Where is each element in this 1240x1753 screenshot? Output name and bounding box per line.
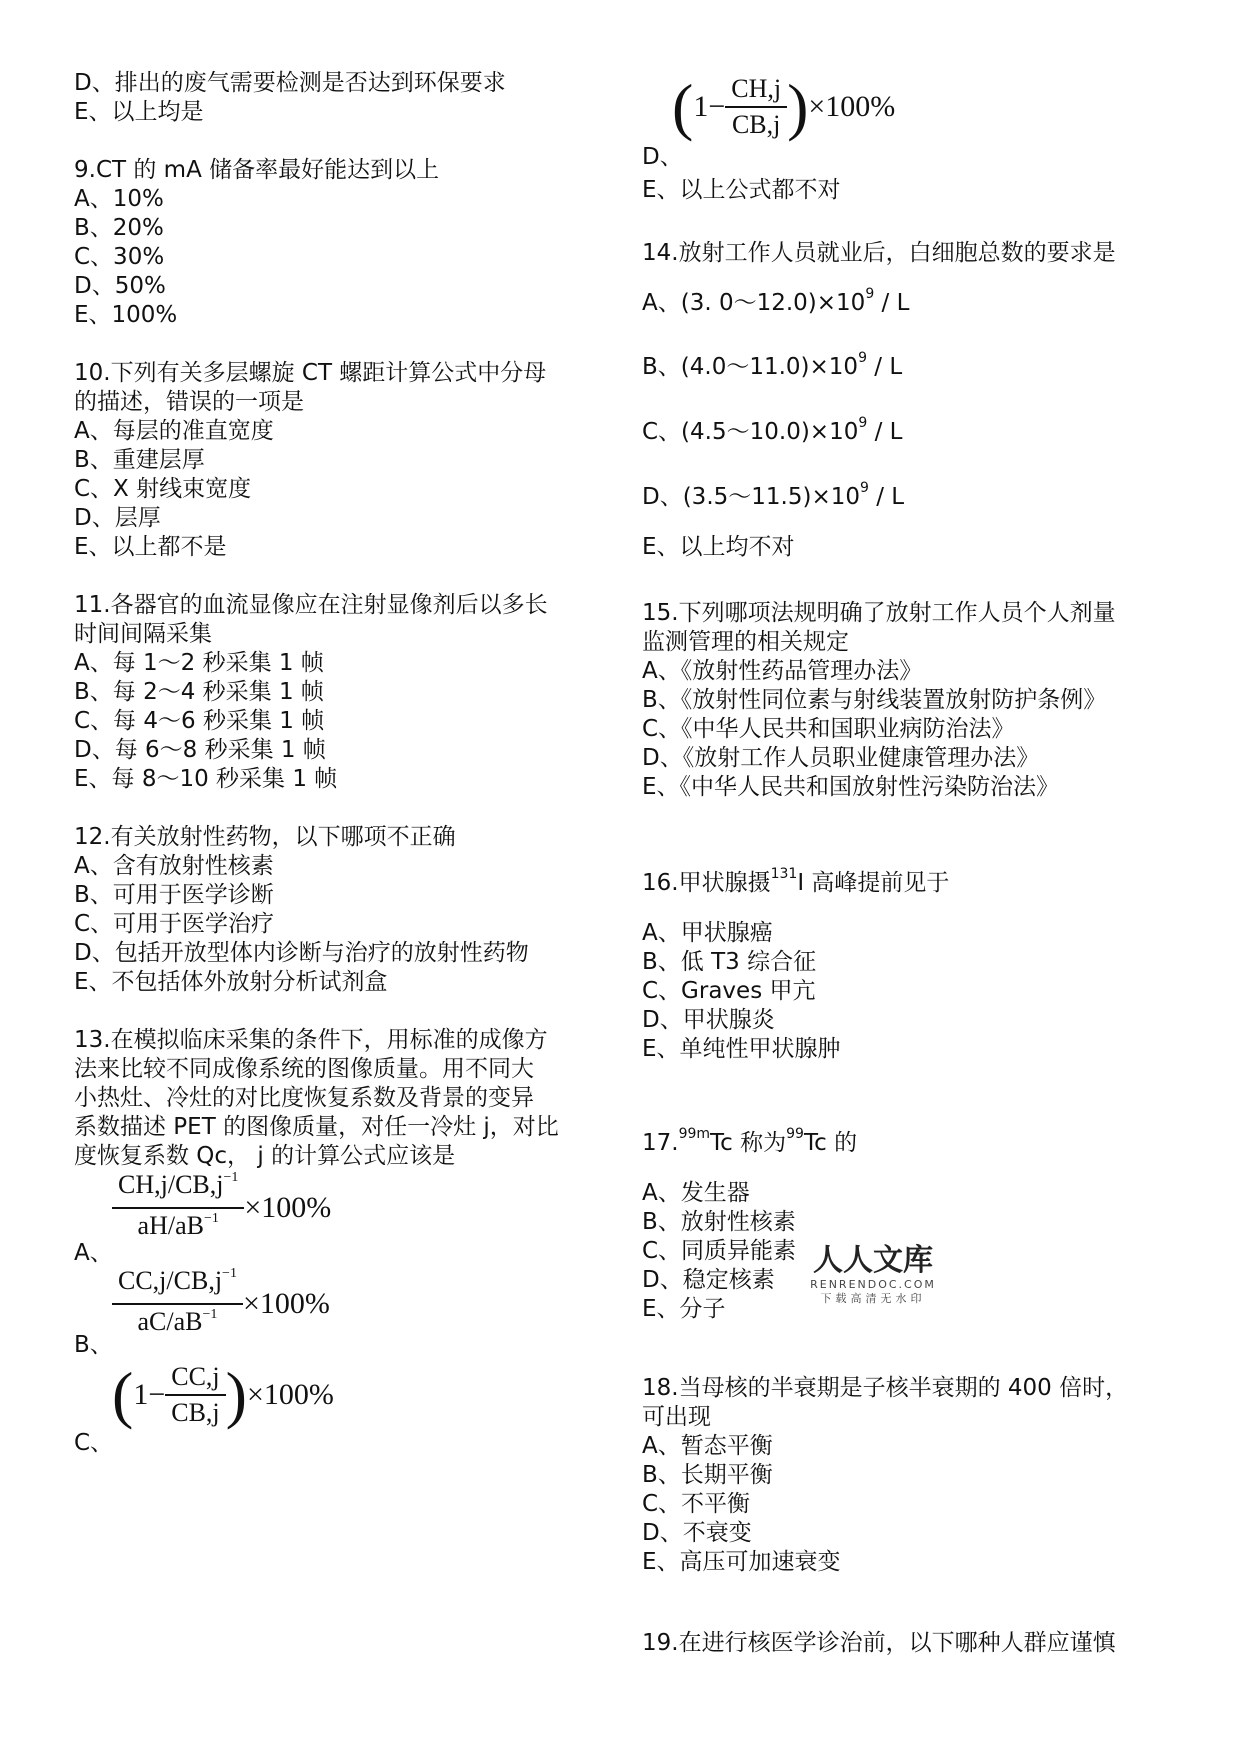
q10-option: D、层厚 [74,505,161,531]
q17-option: A、发生器 [642,1180,750,1206]
q17-stem-mid: Tc 称为 [710,1130,787,1156]
q17-stem [642,1128,857,1161]
q13-option-b-label: B、 [74,1332,113,1358]
q11-option: A、每 1～2 秒采集 1 帧 [74,650,324,676]
q17-option: D、稳定核素 [642,1267,775,1293]
q12-option: A、含有放射性核素 [74,853,274,879]
q13-stem-line: 系数描述 PET 的图像质量，对任一冷灶 j，对比 [74,1114,559,1140]
q12-option: B、可用于医学诊断 [74,882,274,908]
q9-option: E、100% [74,302,178,328]
q16-option: A、甲状腺癌 [642,920,773,946]
q14-option-unit: / L [874,290,910,316]
q10-option: E、以上都不是 [74,534,227,560]
q16-stem-text: 16.甲状腺摄 [642,870,771,896]
q14-option [642,352,902,385]
q10-stem-line1: 10.下列有关多层螺旋 CT 螺距计算公式中分母 [74,360,547,386]
q8-option-e: E、以上均是 [74,99,204,125]
q14-option [642,482,904,515]
formula-b-tail: ×100% [242,1287,330,1320]
formula-a-denominator: aH/aB [137,1211,204,1240]
q15-stem-line1: 15.下列哪项法规明确了放射工作人员个人剂量 [642,600,1116,626]
formula-b-denominator-exponent: −1 [202,1307,218,1322]
q9-stem: 9.CT 的 mA 储备率最好能达到以上 [74,157,440,183]
q17-isotope-1: 99m [678,1126,711,1142]
formula-d-numerator: CH,j [725,72,787,108]
q15-stem-line2: 监测管理的相关规定 [642,629,849,655]
formula-c-tail: ×100% [246,1378,334,1411]
q9-option: A、10% [74,186,164,212]
formula-b-numerator-exponent: −1 [222,1266,237,1281]
q17-stem-rest: Tc 的 [803,1130,858,1156]
q15-option: D、《放射工作人员职业健康管理办法》 [642,745,1040,771]
q13-stem-line: 度恢复系数 Qc， j 的计算公式应该是 [74,1143,456,1169]
watermark-tagline: 下载高清无水印 [820,1292,926,1305]
q12-option: D、包括开放型体内诊断与治疗的放射性药物 [74,940,529,966]
q16-stem-rest: I 高峰提前见于 [797,870,950,896]
q13-formula-b [112,1264,330,1344]
formula-c-numerator: CC,j [165,1360,225,1396]
q17-option: C、同质异能素 [642,1238,797,1264]
formula-c-denominator: CB,j [171,1398,220,1427]
q16-isotope-mass: 131 [770,866,798,882]
q16-option: D、甲状腺炎 [642,1007,775,1033]
q15-option: E、《中华人民共和国放射性污染防治法》 [642,774,1060,800]
q13-formula-a [112,1168,331,1248]
q10-stem-line2: 的描述，错误的一项是 [74,389,304,415]
q14-option [642,417,902,450]
formula-a-numerator-exponent: −1 [223,1170,239,1185]
q12-option: E、不包括体外放射分析试剂盒 [74,969,388,995]
q17-option: E、分子 [642,1296,726,1322]
q14-option-unit: / L [867,419,903,445]
q19-stem: 19.在进行核医学诊治前，以下哪种人群应谨慎 [642,1630,1116,1656]
q14-option-text: D、(3.5～11.5)×10 [642,484,860,510]
q18-stem-line2: 可出现 [642,1404,711,1430]
q13-stem-line: 13.在模拟临床采集的条件下，用标准的成像方 [74,1027,548,1053]
q14-stem: 14.放射工作人员就业后，白细胞总数的要求是 [642,240,1116,266]
q18-option: C、不平衡 [642,1491,751,1517]
q11-option: E、每 8～10 秒采集 1 帧 [74,766,338,792]
q16-stem [642,868,949,901]
q11-stem-line1: 11.各器官的血流显像应在注射显像剂后以多长 [74,592,548,618]
q14-option-exponent: 9 [865,286,875,302]
q13-stem-line: 小热灶、冷灶的对比度恢复系数及背景的变异 [74,1085,534,1111]
q16-option: E、单纯性甲状腺肿 [642,1036,841,1062]
q18-option: B、长期平衡 [642,1462,773,1488]
watermark-logo [808,1244,938,1306]
watermark-title: 人人文库 [813,1243,933,1278]
q10-option: A、每层的准直宽度 [74,418,274,444]
q13-option-a-label: A、 [74,1240,113,1266]
q13-option-c-label: C、 [74,1430,114,1456]
formula-d-one-minus: 1− [693,90,726,123]
formula-b-numerator: CC,j/CB,j [118,1266,223,1295]
q17-option: B、放射性核素 [642,1209,796,1235]
q14-option-e: E、以上均不对 [642,534,795,560]
q17-isotope-2: 99 [786,1126,804,1142]
q15-option: B、《放射性同位素与射线装置放射防护条例》 [642,687,1107,713]
q14-option-text: C、(4.5～10.0)×10 [642,419,859,445]
q14-option-unit: / L [868,484,905,510]
formula-a-denominator-exponent: −1 [203,1211,219,1226]
q10-option: C、X 射线束宽度 [74,476,252,502]
q15-option: A、《放射性药品管理办法》 [642,658,923,684]
q13-stem-line: 法来比较不同成像系统的图像质量。用不同大 [74,1056,534,1082]
q17-number: 17. [642,1130,679,1156]
formula-c-one-minus: 1− [133,1378,166,1411]
q9-option: C、30% [74,244,165,270]
formula-a-tail: ×100% [244,1191,332,1224]
q11-option: D、每 6～8 秒采集 1 帧 [74,737,326,763]
watermark-site: RENRENDOC.COM [810,1278,936,1291]
q18-option: A、暂态平衡 [642,1433,773,1459]
q11-option: B、每 2～4 秒采集 1 帧 [74,679,324,705]
q15-option: C、《中华人民共和国职业病防治法》 [642,716,1015,742]
q18-option: E、高压可加速衰变 [642,1549,841,1575]
q11-stem-line2: 时间间隔采集 [74,621,212,647]
q14-option-unit: / L [866,354,903,380]
q14-option-exponent: 9 [858,415,868,431]
q16-option: B、低 T3 综合征 [642,949,817,975]
formula-b-denominator: aC/aB [137,1307,203,1336]
q13-formula-c: ( 1− $\frac{CC,j}{CB,j}$ ) ×100% [112,1359,334,1430]
q10-option: B、重建层厚 [74,447,205,473]
q12-stem: 12.有关放射性药物，以下哪项不正确 [74,824,456,850]
q13-option-e: E、以上公式都不对 [642,177,841,203]
q8-option-d: D、排出的废气需要检测是否达到环保要求 [74,70,506,96]
q18-option: D、不衰变 [642,1520,752,1546]
q13-formula-d: ( 1− $\frac{CH,j}{CB,j}$ ) ×100% [672,71,896,142]
formula-a-numerator: CH,j/CB,j [118,1170,224,1199]
q14-option-text: B、(4.0～11.0)×10 [642,354,859,380]
q14-option-exponent: 9 [858,350,867,366]
formula-d-denominator: CB,j [731,110,781,139]
q18-stem-line1: 18.当母核的半衰期是子核半衰期的 400 倍时， [642,1375,1129,1401]
q9-option: D、50% [74,273,166,299]
q13-option-d-label: D、 [642,144,683,170]
q9-option: B、20% [74,215,164,241]
q12-option: C、可用于医学治疗 [74,911,275,937]
q14-option-exponent: 9 [859,480,869,496]
q11-option: C、每 4～6 秒采集 1 帧 [74,708,325,734]
q14-option [642,288,909,321]
formula-d-tail: ×100% [808,90,896,123]
q14-option-text: A、(3. 0～12.0)×10 [642,290,866,316]
q16-option: C、Graves 甲亢 [642,978,816,1004]
